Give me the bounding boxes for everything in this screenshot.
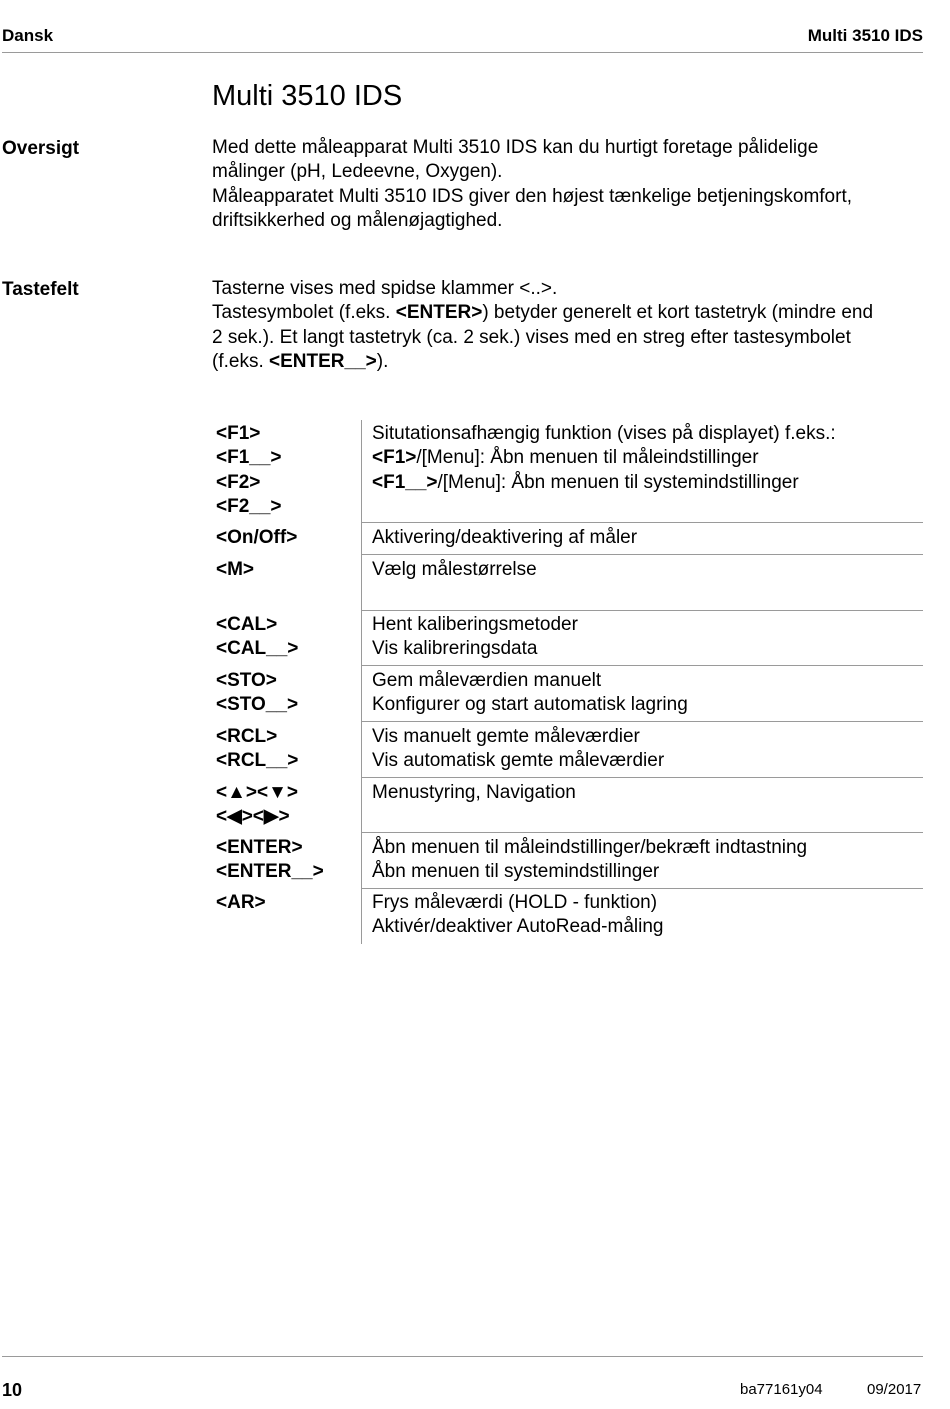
description-line: Gem måleværdien manuelt: [372, 670, 602, 691]
key-label: <ENTER__>: [216, 861, 324, 883]
key-label: <F1__>: [216, 447, 282, 469]
key-symbol: <F1>: [372, 447, 417, 469]
oversigt-line: driftsikkerhed og målenøjagtighed.: [212, 210, 503, 232]
text-fragment: /[Menu]: Åbn menuen til måleindstillinger: [416, 447, 759, 469]
key-description: [372, 891, 663, 940]
table-row-separator: [361, 888, 923, 889]
key-list: [216, 836, 324, 885]
tastefelt-label: Tastefelt: [2, 279, 79, 300]
key-description: [372, 613, 578, 662]
description-line: Situtationsafhængig funktion (vises på displayet) f.eks.:: [372, 423, 836, 444]
key-label: <RCL__>: [216, 750, 299, 772]
key-symbol: <ENTER__>: [269, 351, 377, 373]
key-list: [216, 613, 298, 662]
tastefelt-line: [212, 350, 924, 374]
table-row-separator: [361, 522, 923, 523]
key-label: <ENTER>: [216, 837, 303, 858]
text-fragment: /[Menu]: Åbn menuen til systemindstillinger: [437, 471, 799, 493]
description-line: [372, 446, 836, 470]
tastefelt-line: Tasterne vises med spidse klammer <..>.: [212, 278, 558, 299]
tastefelt-line: 2 sek.). Et langt tastetryk (ca. 2 sek.) vises med en streg efter tastesymbolet: [212, 326, 851, 348]
table-row-separator: [361, 665, 923, 666]
key-description: Menustyring, Navigation: [372, 782, 576, 803]
oversigt-line: Med dette måleapparat Multi 3510 IDS kan du hurtigt foretage pålidelige: [212, 137, 819, 158]
description-line: Hent kaliberingsmetoder: [372, 614, 578, 635]
table-row-separator: [361, 777, 923, 778]
description-line: Åbn menuen til måleindstillinger/bekræft indtastning: [372, 837, 808, 858]
key-label: <STO__>: [216, 694, 299, 716]
page-title: Multi 3510 IDS: [212, 80, 403, 112]
oversigt-label: Oversigt: [2, 138, 80, 159]
key-symbol: <ENTER>: [395, 302, 483, 324]
key-description: [372, 422, 836, 495]
text-fragment: Tastesymbolet (f.eks.: [212, 302, 396, 324]
description-line: Vis manuelt gemte måleværdier: [372, 726, 640, 747]
description-line: Vis kalibreringsdata: [372, 638, 538, 660]
key-list: [216, 781, 298, 830]
key-description: [372, 725, 664, 774]
key-list: [216, 725, 298, 774]
oversigt-paragraph: [212, 136, 924, 234]
key-label: <RCL>: [216, 726, 278, 747]
key-label: <STO>: [216, 670, 277, 691]
key-label: <M>: [216, 559, 255, 580]
table-row-separator: [361, 721, 923, 722]
text-fragment: ).: [376, 351, 389, 373]
description-line: Vis automatisk gemte måleværdier: [372, 750, 665, 772]
description-line: Frys måleværdi (HOLD - funktion): [372, 892, 658, 913]
document-date: 09/2017: [867, 1381, 922, 1398]
header-section-label: Dansk: [2, 26, 54, 45]
key-label: <CAL>: [216, 614, 278, 635]
description-line: Åbn menuen til systemindstillinger: [372, 861, 660, 883]
key-label: <F2>: [216, 471, 261, 493]
key-list: [216, 669, 298, 718]
description-line: [372, 471, 836, 495]
tastefelt-paragraph: [212, 277, 924, 375]
arrow-keys-left-right-icon: <◀><▶>: [216, 806, 290, 828]
header-product-name: Multi 3510 IDS: [807, 26, 923, 45]
key-description: [372, 836, 807, 885]
header-rule: [2, 52, 923, 53]
footer-rule: [2, 1356, 923, 1357]
description-line: Konfigurer og start automatisk lagring: [372, 694, 688, 716]
oversigt-line: målinger (pH, Ledeevne, Oxygen).: [212, 161, 503, 183]
key-description: Vælg målestørrelse: [372, 559, 537, 580]
key-description: [372, 669, 688, 718]
text-fragment: ) betyder generelt et kort tastetryk (mindre end: [482, 302, 874, 324]
key-symbol: <F1__>: [372, 471, 438, 493]
text-fragment: (f.eks.: [212, 351, 270, 373]
table-divider-vertical: [361, 420, 362, 611]
key-label: <On/Off>: [216, 527, 298, 548]
tastefelt-line: [212, 301, 924, 325]
table-row-separator: [361, 610, 923, 611]
key-label: <CAL__>: [216, 638, 299, 660]
arrow-keys-up-down-icon: <▲><▼>: [216, 782, 298, 803]
oversigt-line: Måleapparatet Multi 3510 IDS giver den højest tænkelige betjeningskomfort,: [212, 185, 853, 207]
key-description: Aktivering/deaktivering af måler: [372, 527, 638, 548]
key-label: <AR>: [216, 892, 266, 913]
table-row-separator: [361, 832, 923, 833]
key-list: [216, 422, 282, 520]
page-number: 10: [2, 1380, 23, 1400]
key-label: <F1>: [216, 423, 261, 444]
description-line: Aktivér/deaktiver AutoRead-måling: [372, 916, 664, 938]
table-row-separator: [361, 554, 923, 555]
key-label: <F2__>: [216, 496, 282, 518]
document-id: ba77161y04: [740, 1381, 823, 1398]
